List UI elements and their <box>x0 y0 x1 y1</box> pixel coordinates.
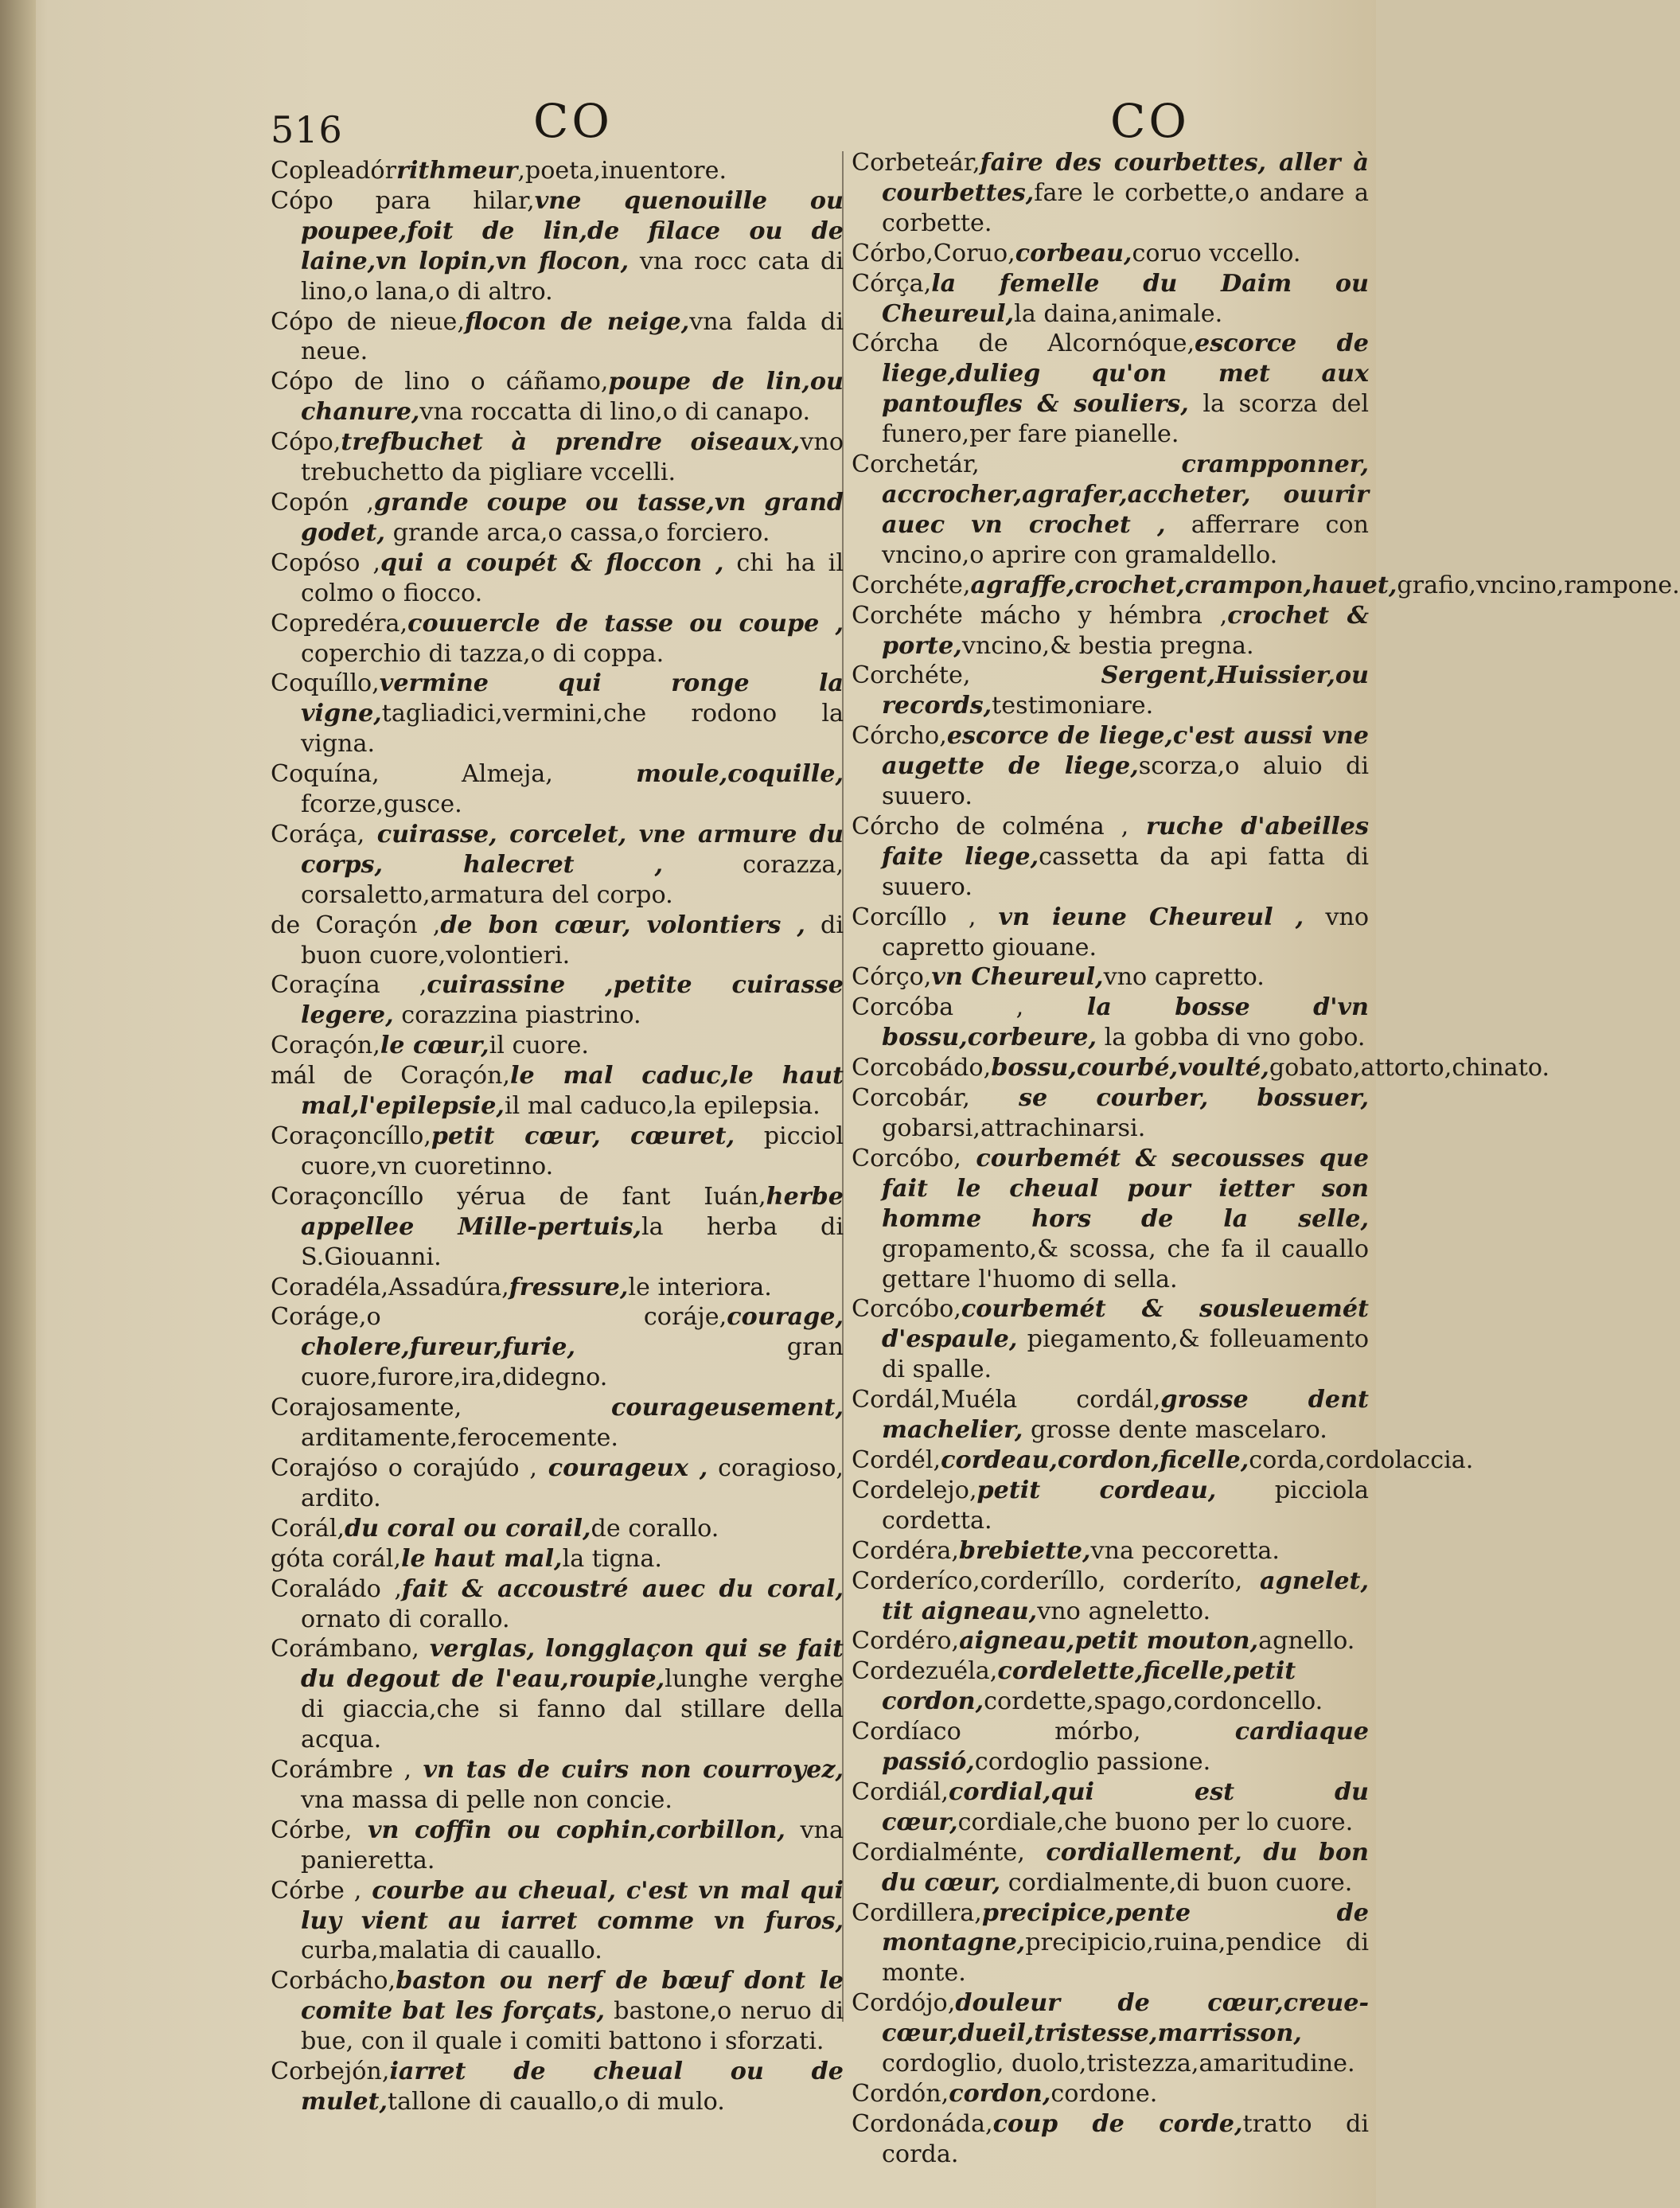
french-gloss: vn Cheureul, <box>931 963 1104 992</box>
french-gloss: aigneau,petit mouton, <box>959 1627 1259 1656</box>
headword: Cópo de lino o cáñamo, <box>271 368 609 396</box>
dictionary-entry <box>271 970 844 1031</box>
italian-gloss: vna roccatta di lino,o di canapo. <box>419 398 811 427</box>
dictionary-entry <box>852 2109 1369 2170</box>
french-gloss: courbe au cheual, c'est vn mal qui luy vient au iarret comme vn furos, <box>301 1876 844 1935</box>
french-gloss: verglas, longglaçon qui se fait du degout de l'eau,roupie, <box>301 1635 844 1694</box>
french-gloss: petit cœur, cœuret, <box>431 1122 735 1150</box>
headword: Cordón, <box>852 2080 949 2108</box>
dictionary-entry <box>852 1294 1369 1385</box>
french-gloss: faire des courbettes, aller à courbettes, <box>882 149 1369 207</box>
italian-gloss: testimoniare. <box>992 692 1154 720</box>
headword: Córbe, <box>271 1816 353 1844</box>
french-gloss: cuirassine ,petite cuirasse legere, <box>301 971 844 1030</box>
headword: Coraládo , <box>271 1574 402 1603</box>
italian-gloss: vna massa di pelle non concie. <box>301 1785 673 1814</box>
french-gloss: cordial,qui est du cœur, <box>882 1777 1369 1836</box>
italian-gloss: agnello. <box>1258 1627 1355 1656</box>
headword: Corchéte, <box>852 661 971 690</box>
italian-gloss: precipicio,ruina,pendice di monte. <box>882 1929 1369 1988</box>
french-gloss: corbeau, <box>1015 239 1132 267</box>
headword: Corál, <box>271 1514 345 1543</box>
dictionary-entry <box>852 1838 1369 1898</box>
italian-gloss: cordette,spago,cordoncello. <box>984 1687 1323 1716</box>
headword: Coraçón, <box>271 1032 380 1060</box>
dictionary-entry <box>271 669 844 759</box>
headword: Corbácho, <box>271 1967 396 1995</box>
dictionary-entry <box>852 148 1369 239</box>
french-gloss: douleur de cœur,creue-cœur,dueil,tristesse,marrisson, <box>882 1989 1369 2048</box>
italian-gloss: tagliadici,vermini,che rodono la vigna. <box>301 700 844 759</box>
italian-gloss: coperchio di tazza,o di coppa. <box>301 639 665 668</box>
italian-gloss: gran cuore,furore,ira,didegno. <box>301 1333 844 1392</box>
italian-gloss: picciol cuore,vn cuoretinno. <box>301 1122 844 1180</box>
french-gloss: vn ieune Cheureul , <box>976 903 1304 931</box>
french-gloss: vne quenouille ou poupee,foit de lin,de filace ou de laine,vn lopin,vn flocon, <box>301 186 844 275</box>
dictionary-entry <box>852 1566 1369 1627</box>
italian-gloss: coruo vccello. <box>1132 239 1301 267</box>
french-gloss: se courber, bossuer, <box>969 1084 1369 1113</box>
dictionary-entry <box>852 1898 1369 1989</box>
running-head-left: CO <box>533 94 613 148</box>
italian-gloss: cordone. <box>1050 2080 1158 2108</box>
dictionary-entry <box>271 1634 844 1755</box>
headword: Corcóbo, <box>852 1295 961 1324</box>
dictionary-entry <box>852 993 1369 1053</box>
french-gloss: fait & accoustré auec du coral, <box>401 1574 844 1603</box>
dictionary-entry <box>271 1755 844 1816</box>
italian-gloss: grosse dente mascelaro. <box>1023 1416 1327 1445</box>
french-gloss: crampponner, accrocher,agrafer,accheter, ouurir auec vn crochet , <box>882 451 1369 539</box>
french-gloss: bossu,courbé,voulté, <box>991 1054 1269 1083</box>
dictionary-entry <box>852 1536 1369 1566</box>
french-gloss: couuercle de tasse ou coupe , <box>407 609 844 638</box>
french-gloss: vermine qui ronge la vigne, <box>301 669 844 728</box>
french-gloss: le cœur, <box>380 1032 489 1060</box>
headword: Corchéte, <box>852 571 971 599</box>
dictionary-entry <box>852 1988 1369 2079</box>
dictionary-entry <box>852 721 1369 812</box>
french-gloss: ruche d'abeilles faite liege, <box>882 812 1370 871</box>
headword: Corcobár, <box>852 1084 970 1113</box>
french-gloss: cordeau,cordon,ficelle, <box>941 1445 1249 1474</box>
french-gloss: poupe de lin,ou chanure, <box>301 368 844 427</box>
french-gloss: Sergent,Huissier,ou records, <box>882 661 1369 720</box>
headword: Córbo,Coruo, <box>852 239 1015 267</box>
italian-gloss: vna rocc cata di lino,o lana,o di altro. <box>301 247 844 306</box>
italian-gloss: la herba di S.Giouanni. <box>301 1212 844 1271</box>
dictionary-entry <box>271 759 844 820</box>
french-gloss: courbemét & sousleuemét d'espaule, <box>882 1295 1369 1354</box>
headword: Córça, <box>852 269 932 298</box>
dictionary-entry <box>271 548 844 609</box>
italian-gloss: il mal caduco,la epilepsia. <box>504 1092 821 1121</box>
french-gloss: qui a coupét & floccon , <box>380 548 724 577</box>
dictionary-entry <box>852 1144 1369 1295</box>
headword: Corcobádo, <box>852 1054 992 1083</box>
dictionary-entry <box>852 1626 1369 1656</box>
headword: Coradéla,Assadúra, <box>271 1273 509 1301</box>
french-gloss: escorce de liege,dulieg qu'on met aux pantoufles & souliers, <box>882 330 1369 419</box>
headword: Coquína, Almeja, <box>271 760 553 789</box>
headword: Corámbre , <box>271 1756 412 1785</box>
headword: Coráge,o coráje, <box>271 1303 727 1332</box>
italian-gloss: le interiora. <box>628 1273 772 1301</box>
italian-gloss: vna panieretta. <box>301 1816 844 1874</box>
french-gloss: cordelette,ficelle,petit cordon, <box>882 1657 1296 1716</box>
dictionary-entry <box>852 1083 1369 1144</box>
headword: Cordiál, <box>852 1777 949 1806</box>
headword: Cordelejo, <box>852 1476 977 1504</box>
french-gloss: coup de corde, <box>992 2109 1243 2138</box>
dictionary-entry <box>852 601 1369 661</box>
french-gloss: vn tas de cuirs non courroyez, <box>411 1756 844 1785</box>
dictionary-entry <box>271 1966 844 2057</box>
headword: Cordójo, <box>852 1989 956 2018</box>
italian-gloss: chi ha il colmo o fiocco. <box>301 548 844 607</box>
headword: Cordialménte, <box>852 1838 1025 1867</box>
headword: Córcho de colména , <box>852 812 1129 841</box>
dictionary-entry <box>271 488 844 548</box>
french-gloss: courageux , <box>537 1453 708 1482</box>
headword: góta corál, <box>271 1544 401 1573</box>
page-gutter <box>0 0 36 2208</box>
headword: Corámbano, <box>271 1635 419 1664</box>
italian-gloss: scorza,o aluio di suuero. <box>882 752 1369 811</box>
french-gloss: le haut mal, <box>400 1544 563 1573</box>
french-gloss: grande coupe ou tasse,vn grand godet, <box>301 488 844 547</box>
dictionary-entry <box>271 307 844 368</box>
italian-gloss: vno agneletto. <box>1037 1597 1211 1625</box>
french-gloss: crochet & porte, <box>882 601 1369 660</box>
italian-gloss: curba,malatia di cauallo. <box>301 1937 602 1965</box>
italian-gloss: cordoglio, duolo,tristezza,amaritudine. <box>882 2050 1355 2078</box>
dictionary-entry <box>271 1302 844 1393</box>
headword: de Coraçón , <box>271 911 441 939</box>
dictionary-entry <box>852 1476 1369 1536</box>
dictionary-entry <box>852 450 1369 571</box>
italian-gloss: cassetta da api fatta di suuero. <box>882 842 1369 901</box>
french-gloss: agnelet, tit aigneau, <box>882 1566 1369 1625</box>
headword: Copón , <box>271 488 374 517</box>
headword: Corcíllo , <box>852 903 976 931</box>
dictionary-entry <box>852 1656 1369 1717</box>
headword: Cordél, <box>852 1445 941 1474</box>
dictionary-entry <box>271 1544 844 1574</box>
dictionary-entry <box>271 1393 844 1453</box>
french-gloss: escorce de liege,c'est aussi vne augette de liege, <box>882 722 1369 781</box>
italian-gloss: grafio,vncino,rampone. <box>1397 571 1680 599</box>
french-gloss: courbemét & secousses que fait le cheual pour ietter son homme hors de la selle, <box>882 1144 1369 1233</box>
italian-gloss: la gobba di vno gobo. <box>1097 1024 1366 1052</box>
dictionary-entry <box>852 1385 1369 1445</box>
italian-gloss: vno trebuchetto da pigliare vccelli. <box>301 428 844 487</box>
dictionary-entry <box>852 329 1369 450</box>
headword: Corbejón, <box>271 2058 390 2086</box>
italian-gloss: tratto di corda. <box>882 2109 1369 2168</box>
italian-gloss: fcorze,gusce. <box>301 790 462 819</box>
dictionary-entry <box>852 1717 1369 1777</box>
headword: Cordéra, <box>852 1536 959 1565</box>
italian-gloss: lunghe verghe di giaccia,che si fanno dal stillare della acqua. <box>301 1665 844 1754</box>
headword: Córço, <box>852 963 932 992</box>
headword: Córcha de Alcornóque, <box>852 330 1195 358</box>
italian-gloss: bastone,o neruo di bue, con il quale i comiti battono i sforzati. <box>301 1997 844 2056</box>
italian-gloss: piegamento,& folleuamento di spalle. <box>882 1325 1369 1384</box>
page-header <box>0 94 1376 150</box>
dictionary-entry <box>271 1182 844 1273</box>
italian-gloss: corazza, corsaletto,armatura del corpo. <box>301 850 844 909</box>
italian-gloss: cordoglio passione. <box>974 1748 1211 1777</box>
french-gloss: de bon cœur, volontiers , <box>440 911 805 939</box>
dictionary-entry <box>271 1273 844 1303</box>
headword: Cópo para hilar, <box>271 186 535 215</box>
dictionary-entry <box>271 1122 844 1182</box>
headword: mál de Coraçón, <box>271 1062 511 1090</box>
italian-gloss: gobato,attorto,chinato. <box>1269 1054 1550 1083</box>
italian-gloss: vncino,& bestia pregna. <box>961 631 1254 660</box>
dictionary-entry <box>271 1061 844 1122</box>
italian-gloss: cordialmente,di buon cuore. <box>1000 1868 1353 1897</box>
headword: Cordillera, <box>852 1898 982 1927</box>
dictionary-entry <box>852 962 1369 993</box>
italian-gloss: ornato di corallo. <box>301 1605 510 1633</box>
right-column <box>852 148 1680 2170</box>
headword: Cordál,Muéla cordál, <box>852 1386 1161 1414</box>
french-gloss: grosse dent machelier, <box>882 1386 1370 1445</box>
headword: Coraçína , <box>271 971 427 1000</box>
headword: Cordéro, <box>852 1627 960 1656</box>
headword: Copredéra, <box>271 609 408 638</box>
dictionary-entry <box>271 367 844 427</box>
french-gloss: herbe appellee Mille-pertuis, <box>301 1182 844 1241</box>
italian-gloss: tallone di cauallo,o di mulo. <box>388 2088 725 2116</box>
dictionary-entry <box>852 2079 1369 2109</box>
left-column <box>271 156 844 2117</box>
dictionary-entry <box>271 186 844 307</box>
dictionary-entry <box>271 1574 844 1635</box>
french-gloss: iarret de cheual ou de mulet, <box>301 2058 844 2116</box>
dictionary-entry <box>271 156 844 186</box>
french-gloss: cardiaque passió, <box>882 1718 1369 1777</box>
dictionary-entry <box>271 911 844 971</box>
italian-gloss: fare le corbette,o andare a corbette. <box>882 178 1369 237</box>
dictionary-entry <box>852 1445 1474 1476</box>
running-head-right: CO <box>1110 94 1190 148</box>
headword: Corderíco,corderíllo, corderíto, <box>852 1566 1243 1595</box>
headword: Cordíaco mórbo, <box>852 1718 1141 1746</box>
headword: Copóso , <box>271 548 380 577</box>
french-gloss: precipice,pente de montagne, <box>882 1898 1369 1957</box>
dictionary-entry <box>271 1514 844 1544</box>
french-gloss: du coral ou corail, <box>344 1514 591 1543</box>
headword: Corcóbo, <box>852 1144 961 1172</box>
italian-gloss: ,poeta,inuentore. <box>517 157 727 185</box>
french-gloss: cordon, <box>949 2080 1051 2108</box>
dictionary-entry <box>852 239 1369 269</box>
french-gloss: courage, cholere,fureur,furie, <box>301 1303 844 1362</box>
dictionary-entry <box>271 1816 844 1876</box>
headword: Corchetár, <box>852 451 980 479</box>
dictionary-entry <box>852 269 1369 330</box>
dictionary-entry <box>271 1031 844 1061</box>
headword: Coraçoncíllo, <box>271 1122 431 1150</box>
french-gloss: baston ou nerf de bœuf dont le comite bat les forçats, <box>301 1967 844 2026</box>
headword: Córbe , <box>271 1876 362 1905</box>
dictionary-entry <box>852 812 1369 903</box>
dictionary-entry <box>852 1777 1369 1838</box>
french-gloss: moule,coquille, <box>552 760 844 789</box>
page-number: 516 <box>271 108 343 151</box>
headword: Córcho, <box>852 722 947 751</box>
italian-gloss: de corallo. <box>591 1514 719 1543</box>
french-gloss: cuirasse, corcelet, vne armure du corps, halecret , <box>301 820 844 879</box>
italian-gloss: vno capretto. <box>1103 963 1265 992</box>
headword: Corcóba , <box>852 993 1024 1022</box>
french-gloss: trefbuchet à prendre oiseaux, <box>341 428 801 457</box>
italian-gloss: corda,cordolaccia. <box>1249 1445 1474 1474</box>
french-gloss: cordiallement, du bon du cœur, <box>882 1838 1369 1897</box>
dictionary-entry <box>852 661 1369 721</box>
french-gloss: le mal caduc,le haut mal,l'epilepsie, <box>301 1062 844 1121</box>
italian-gloss: vna falda di neue. <box>301 307 844 366</box>
french-gloss: brebiette, <box>958 1536 1091 1565</box>
italian-gloss: gropamento,& scossa, che fa il cauallo gettare l'huomo di sella. <box>882 1235 1369 1293</box>
french-gloss: agraffe,crochet,crampon,hauet, <box>970 571 1397 599</box>
headword: Coraçoncíllo yérua de fant Iuán, <box>271 1182 766 1211</box>
italian-gloss: il cuore. <box>489 1032 589 1060</box>
headword: Corchéte mácho y hémbra , <box>852 601 1228 630</box>
dictionary-entry <box>852 571 1680 601</box>
french-gloss: la bosse d'vn bossu,corbeure, <box>882 993 1369 1052</box>
italian-gloss: vna peccoretta. <box>1090 1536 1280 1565</box>
italian-gloss: di buon cuore,volontieri. <box>301 911 844 969</box>
italian-gloss: corazzina piastrino. <box>393 1001 641 1030</box>
french-gloss: rithmeur <box>396 157 518 185</box>
italian-gloss: la scorza del funero,per fare pianelle. <box>882 390 1369 449</box>
headword: Cópo, <box>271 428 341 457</box>
french-gloss: la femelle du Daim ou Cheureul, <box>882 269 1369 328</box>
dictionary-entry <box>852 1053 1550 1083</box>
dictionary-entry <box>271 2057 844 2117</box>
dictionary-entry <box>271 427 844 488</box>
french-gloss: courageusement, <box>462 1394 844 1422</box>
dictionary-entry <box>271 1453 844 1514</box>
dictionary-entry <box>271 609 844 669</box>
italian-gloss: vno capretto giouane. <box>882 903 1369 962</box>
dictionary-entry <box>852 903 1369 963</box>
italian-gloss: picciola cordetta. <box>882 1476 1370 1535</box>
french-gloss: fressure, <box>509 1273 629 1301</box>
headword: Coráça, <box>271 820 365 848</box>
headword: Cópo de nieue, <box>271 307 465 336</box>
french-gloss: petit cordeau, <box>976 1476 1217 1504</box>
headword: Copleadór <box>271 157 397 185</box>
italian-gloss: gobarsi,attrachinarsi. <box>882 1114 1146 1142</box>
dictionary-entry <box>271 820 844 911</box>
headword: Cordezuéla, <box>852 1657 998 1686</box>
italian-gloss: la daina,animale. <box>1014 299 1223 328</box>
italian-gloss: la tigna. <box>562 1544 662 1573</box>
headword: Corbeteár, <box>852 149 980 177</box>
dictionary-entry <box>271 1876 844 1967</box>
headword: Coquíllo, <box>271 669 380 698</box>
italian-gloss: coragioso, ardito. <box>301 1453 844 1512</box>
italian-gloss: arditamente,ferocemente. <box>301 1424 618 1453</box>
headword: Corajóso o corajúdo , <box>271 1453 538 1482</box>
italian-gloss: grande arca,o cassa,o forciero. <box>385 518 770 547</box>
headword: Cordonáda, <box>852 2109 993 2138</box>
italian-gloss: cordiale,che buono per lo cuore. <box>957 1808 1354 1836</box>
french-gloss: vn coffin ou cophin,corbillon, <box>352 1816 785 1844</box>
french-gloss: flocon de neige, <box>464 307 690 336</box>
italian-gloss: afferrare con vncino,o aprire con gramaldello. <box>882 510 1369 569</box>
headword: Corajosamente, <box>271 1394 462 1422</box>
